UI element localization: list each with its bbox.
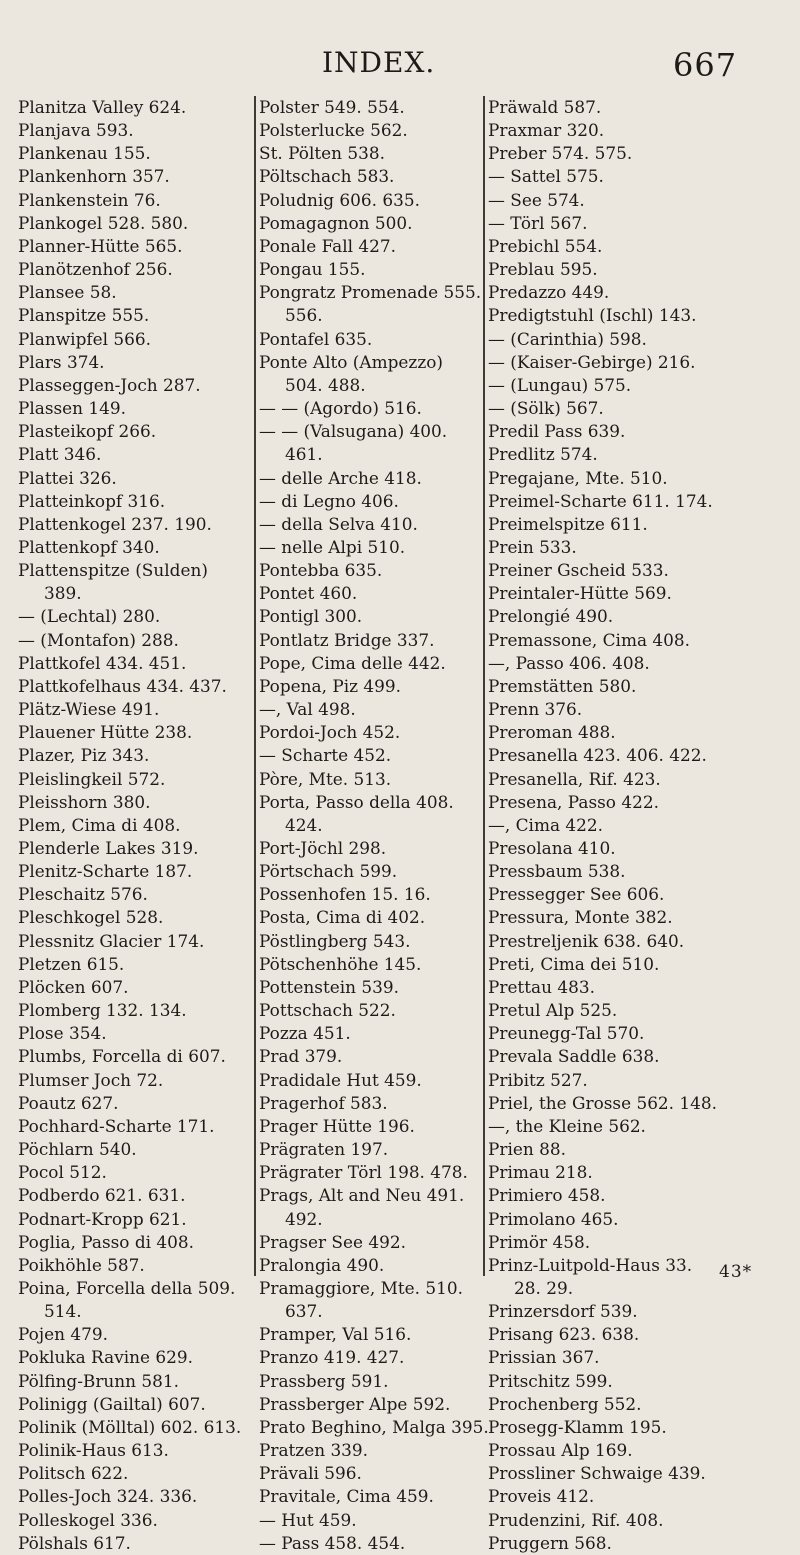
index-entry: Plassen 149.	[18, 398, 127, 419]
printer-signature: 43*	[719, 1262, 753, 1282]
index-entry: Pratzen 339.	[259, 1440, 369, 1461]
index-entry: Pribitz 527.	[488, 1069, 588, 1090]
index-entry: Prägraten 197.	[259, 1139, 389, 1160]
index-entry: Pralongia 490.	[259, 1254, 385, 1275]
index-entry: Pochhard-Scharte 171.	[18, 1115, 215, 1136]
index-column-3	[483, 96, 718, 1553]
index-entry: Pöchlarn 540.	[18, 1139, 137, 1160]
index-entry: Prossliner Schwaige 439.	[488, 1463, 706, 1484]
index-entry: Prags, Alt and Neu 491.	[259, 1185, 465, 1206]
index-entry: Proveis 412.	[488, 1486, 595, 1507]
index-entry: Planspitze 555.	[18, 305, 150, 326]
index-entry: Pontafel 635.	[259, 328, 373, 349]
index-entry: Prochenberg 552.	[488, 1393, 642, 1414]
index-entry: Pletzen 615.	[18, 953, 125, 974]
index-entry: — della Selva 410.	[259, 513, 418, 534]
index-entry: — Scharte 452.	[259, 745, 392, 766]
index-entry: Polster 549. 554.	[259, 97, 405, 117]
index-entry: Planner-Hütte 565.	[18, 235, 183, 256]
index-entry: Pontet 460.	[259, 583, 358, 604]
index-entry: —, Val 498.	[259, 699, 356, 720]
index-entry: Pregajane, Mte. 510.	[488, 467, 668, 488]
index-entry: Predlitz 574.	[488, 444, 598, 465]
index-entry: Polleskogel 336.	[18, 1509, 158, 1530]
index-entry: Pravitale, Cima 459.	[259, 1486, 434, 1507]
index-entry: Presanella, Rif. 423.	[488, 768, 661, 789]
index-entry: Pleschkogel 528.	[18, 907, 164, 928]
index-entry: Preunegg-Tal 570.	[488, 1023, 645, 1044]
index-entry: Preblau 595.	[488, 259, 598, 280]
index-entry: Prävali 596.	[259, 1463, 362, 1484]
page-number: 667	[673, 46, 738, 84]
index-entry: Primolano 465.	[488, 1208, 619, 1229]
index-entry: Poglia, Passo di 408.	[18, 1231, 195, 1252]
index-entry: Plansee 58.	[18, 282, 117, 303]
index-entry: Plankenhorn 357.	[18, 166, 170, 187]
index-entry: Plankenau 155.	[18, 143, 151, 164]
index-entry: 514.	[44, 1301, 82, 1322]
index-entry: 461.	[285, 444, 323, 465]
index-entry: Prato Beghino, Malga 395.	[259, 1416, 489, 1437]
index-entry: —, Cima 422.	[488, 814, 604, 835]
index-entry: Praxmar 320.	[488, 120, 605, 141]
index-entry: Planjava 593.	[18, 120, 134, 141]
index-column-1	[18, 96, 241, 1555]
index-entry: Polsterlucke 562.	[259, 120, 408, 141]
index-entry: —, the Kleine 562.	[488, 1115, 646, 1136]
index-entry: Podberdo 621. 631.	[18, 1185, 186, 1206]
index-entry: Prevala Saddle 638.	[488, 1046, 660, 1067]
index-entry: Plomberg 132. 134.	[18, 1000, 187, 1021]
index-entry: Posta, Cima di 402.	[259, 907, 426, 928]
index-entry: Plazer, Piz 343.	[18, 745, 150, 766]
index-entry: Prager Hütte 196.	[259, 1115, 415, 1136]
index-entry: Preti, Cima dei 510.	[488, 953, 660, 974]
index-entry: Poikhöhle 587.	[18, 1254, 145, 1275]
index-entry: Pradidale Hut 459.	[259, 1069, 422, 1090]
index-entry: Premassone, Cima 408.	[488, 629, 691, 650]
index-entry: Pontlatz Bridge 337.	[259, 629, 435, 650]
index-entry: Pritschitz 599.	[488, 1370, 613, 1391]
index-column-2	[254, 96, 489, 1553]
index-entry: 424.	[285, 814, 323, 835]
index-entry: Prestreljenik 638. 640.	[488, 930, 685, 951]
index-entry: Prossau Alp 169.	[488, 1440, 633, 1461]
index-entry: Plätz-Wiese 491.	[18, 699, 160, 720]
index-entry: Planitza Valley 624.	[18, 97, 187, 117]
index-entry: Predigtstuhl (Ischl) 143.	[488, 305, 697, 326]
index-entry: 637.	[285, 1301, 323, 1322]
index-entry: Plattenkogel 237. 190.	[18, 513, 212, 534]
index-entry: Prissian 367.	[488, 1347, 600, 1368]
index-entry: Primiero 458.	[488, 1185, 606, 1206]
index-entry: Preber 574. 575.	[488, 143, 633, 164]
index-entry: Pongratz Promenade 555.	[259, 282, 482, 303]
index-entry: Politsch 622.	[18, 1463, 129, 1484]
index-entry: Primör 458.	[488, 1231, 591, 1252]
index-entry: Pressbaum 538.	[488, 861, 626, 882]
index-entry: Pranzo 419. 427.	[259, 1347, 405, 1368]
index-entry: — Sattel 575.	[488, 166, 604, 187]
index-entry: Pramaggiore, Mte. 510.	[259, 1277, 464, 1298]
index-entry: Pragerhof 583.	[259, 1092, 388, 1113]
index-entry: Ponte Alto (Ampezzo)	[259, 351, 443, 372]
index-entry: Plose 354.	[18, 1023, 107, 1044]
index-entry: — di Legno 406.	[259, 490, 399, 511]
index-entry: — (Montafon) 288.	[18, 629, 179, 650]
index-entry: — delle Arche 418.	[259, 467, 422, 488]
index-entry: Poludnig 606. 635.	[259, 189, 420, 210]
index-entry: — (Carinthia) 598.	[488, 328, 647, 349]
index-entry: Pope, Cima delle 442.	[259, 652, 446, 673]
index-entry: Preintaler-Hütte 569.	[488, 583, 672, 604]
index-entry: Präwald 587.	[488, 97, 602, 117]
index-entry: Prinzersdorf 539.	[488, 1301, 638, 1322]
index-entry: Prebichl 554.	[488, 235, 603, 256]
index-entry: Plasteikopf 266.	[18, 421, 157, 442]
index-entry: Plattei 326.	[18, 467, 117, 488]
index-entry: Pramper, Val 516.	[259, 1324, 412, 1345]
index-entry: Prassberg 591.	[259, 1370, 389, 1391]
index-entry: Prosegg-Klamm 195.	[488, 1416, 667, 1437]
index-entry: Polles-Joch 324. 336.	[18, 1486, 198, 1507]
index-entry: Prisang 623. 638.	[488, 1324, 640, 1345]
index-entry: Preiner Gscheid 533.	[488, 560, 669, 581]
index-entry: Pressegger See 606.	[488, 884, 665, 905]
index-entry: Podnart-Kropp 621.	[18, 1208, 187, 1229]
index-entry: 28. 29.	[514, 1277, 574, 1298]
index-entry: Prien 88.	[488, 1139, 566, 1160]
index-entry: Prenn 376.	[488, 699, 583, 720]
index-entry: Pötschenhöhe 145.	[259, 953, 422, 974]
index-entry: 556.	[285, 305, 323, 326]
index-entry: — nelle Alpi 510.	[259, 536, 406, 557]
index-entry: Primau 218.	[488, 1162, 593, 1183]
index-entry: Pleislingkeil 572.	[18, 768, 166, 789]
index-entry: Prudenzini, Rif. 408.	[488, 1509, 664, 1530]
index-entry: Pölfing-Brunn 581.	[18, 1370, 180, 1391]
index-entry: 389.	[44, 583, 82, 604]
index-entry: Popena, Piz 499.	[259, 675, 401, 696]
index-entry: Pleschaitz 576.	[18, 884, 148, 905]
index-entry: Pòre, Mte. 513.	[259, 768, 392, 789]
index-entry: Platt 346.	[18, 444, 102, 465]
index-entry: Polinik (Mölltal) 602. 613.	[18, 1416, 242, 1437]
index-entry: Planwipfel 566.	[18, 328, 152, 349]
index-entry: Presolana 410.	[488, 838, 616, 858]
index-entry: Plenderle Lakes 319.	[18, 838, 199, 858]
index-entry: Predazzo 449.	[488, 282, 610, 303]
index-entry: Pozza 451.	[259, 1023, 351, 1044]
index-entry: Plöcken 607.	[18, 976, 129, 997]
index-entry: Pottschach 522.	[259, 1000, 396, 1021]
index-entry: Plauener Hütte 238.	[18, 722, 193, 743]
index-entry: Predil Pass 639.	[488, 421, 626, 442]
index-entry: — See 574.	[488, 189, 585, 210]
index-entry: Platteinkopf 316.	[18, 490, 166, 511]
index-entry: Pojen 479.	[18, 1324, 108, 1345]
index-entry: Prettau 483.	[488, 976, 595, 997]
index-entry: Prassberger Alpe 592.	[259, 1393, 451, 1414]
index-entry: Pruggern 568.	[488, 1532, 612, 1553]
index-entry: Presena, Passo 422.	[488, 791, 659, 812]
index-entry: Prägrater Törl 198. 478.	[259, 1162, 468, 1183]
index-entry: Plem, Cima di 408.	[18, 814, 181, 835]
running-title: INDEX.	[322, 46, 436, 79]
index-entry: Pordoi-Joch 452.	[259, 722, 401, 743]
index-entry: Prad 379.	[259, 1046, 343, 1067]
index-entry: —, Passo 406. 408.	[488, 652, 650, 673]
index-entry: Plumbs, Forcella di 607.	[18, 1046, 226, 1067]
index-entry: Polinigg (Gailtal) 607.	[18, 1393, 206, 1414]
index-entry: Porta, Passo della 408.	[259, 791, 454, 812]
index-entry: Preimelspitze 611.	[488, 513, 648, 534]
index-entry: Pomagagnon 500.	[259, 212, 413, 233]
index-entry: — (Lechtal) 280.	[18, 606, 161, 627]
index-entry: Pörtschach 599.	[259, 861, 398, 882]
index-entry: — Hut 459.	[259, 1509, 357, 1530]
index-entry: Plattenspitze (Sulden)	[18, 560, 208, 581]
index-entry: Ponale Fall 427.	[259, 235, 396, 256]
index-entry: Plumser Joch 72.	[18, 1069, 164, 1090]
index-entry: Prein 533.	[488, 536, 577, 557]
index-entry: — — (Valsugana) 400.	[259, 421, 448, 442]
index-entry: Pleisshorn 380.	[18, 791, 151, 812]
index-entry: Possenhofen 15. 16.	[259, 884, 431, 905]
index-entry: Pongau 155.	[259, 259, 366, 280]
index-entry: Pocol 512.	[18, 1162, 107, 1183]
index-entry: Plattkofel 434. 451.	[18, 652, 187, 673]
index-entry: Pragser See 492.	[259, 1231, 406, 1252]
index-entry: Planötzenhof 256.	[18, 259, 173, 280]
index-entry: Pontigl 300.	[259, 606, 363, 627]
index-entry: Port-Jöchl 298.	[259, 838, 387, 858]
index-entry: Priel, the Grosse 562. 148.	[488, 1092, 718, 1113]
index-entry: Pressura, Monte 382.	[488, 907, 673, 928]
index-entry: 504. 488.	[285, 374, 366, 395]
index-entry: Prelongié 490.	[488, 606, 614, 627]
index-entry: Preimel-Scharte 611. 174.	[488, 490, 713, 511]
page-header	[0, 46, 800, 86]
index-entry: St. Pölten 538.	[259, 143, 385, 164]
index-columns	[18, 96, 800, 1553]
index-entry: — (Lungau) 575.	[488, 374, 632, 395]
index-entry: Plasseggen-Joch 287.	[18, 374, 201, 395]
index-entry: — Törl 567.	[488, 212, 588, 233]
index-entry: Plattenkopf 340.	[18, 536, 160, 557]
index-entry: — (Kaiser-Gebirge) 216.	[488, 351, 696, 372]
index-entry: Pöstlingberg 543.	[259, 930, 411, 951]
index-entry: Polinik-Haus 613.	[18, 1440, 169, 1461]
index-entry: Pretul Alp 525.	[488, 1000, 618, 1021]
index-entry: Pokluka Ravine 629.	[18, 1347, 194, 1368]
index-entry: 492.	[285, 1208, 323, 1229]
index-entry: Plenitz-Scharte 187.	[18, 861, 193, 882]
index-entry: — Pass 458. 454.	[259, 1532, 406, 1553]
index-entry: Premstätten 580.	[488, 675, 637, 696]
index-entry: Poina, Forcella della 509.	[18, 1277, 236, 1298]
index-entry: Preroman 488.	[488, 722, 616, 743]
index-entry: Pottenstein 539.	[259, 976, 400, 997]
index-entry: Pöltschach 583.	[259, 166, 395, 187]
index-entry: Plattkofelhaus 434. 437.	[18, 675, 227, 696]
index-entry: Plankogel 528. 580.	[18, 212, 189, 233]
index-entry: — (Sölk) 567.	[488, 398, 604, 419]
index-entry: Prinz-Luitpold-Haus 33.	[488, 1254, 693, 1275]
index-entry: Poautz 627.	[18, 1092, 119, 1113]
index-entry: Plessnitz Glacier 174.	[18, 930, 205, 951]
index-entry: Presanella 423. 406. 422.	[488, 745, 707, 766]
index-entry: Plankenstein 76.	[18, 189, 161, 210]
index-entry: — — (Agordo) 516.	[259, 398, 422, 419]
index-entry: Plars 374.	[18, 351, 105, 372]
index-entry: Pontebba 635.	[259, 560, 383, 581]
index-entry: Pölshals 617.	[18, 1532, 131, 1553]
